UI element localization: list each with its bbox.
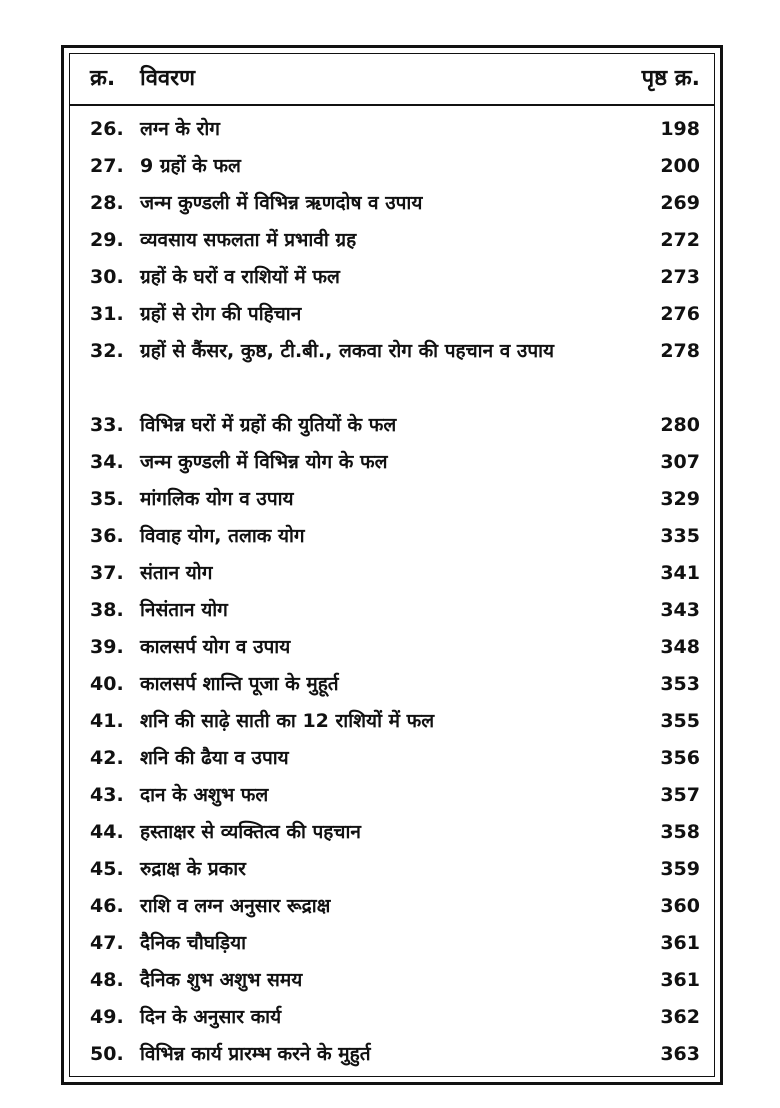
contents-row xyxy=(70,109,714,146)
row-page-number: 335 xyxy=(660,525,700,547)
contents-row xyxy=(70,1034,714,1071)
row-number: 39. xyxy=(90,636,124,658)
row-page-number: 360 xyxy=(660,895,700,917)
contents-row xyxy=(70,442,714,479)
row-page-number: 200 xyxy=(660,155,700,177)
row-title: राशि व लग्न अनुसार रूद्राक्ष xyxy=(140,895,331,917)
header-page-label: पृष्ठ क्र. xyxy=(641,66,700,91)
row-title: दैनिक शुभ अशुभ समय xyxy=(140,969,303,991)
row-title: ग्रहों से कैंसर, कुष्ठ, टी.बी., लकवा रोग की पहचान व उपाय xyxy=(140,340,555,362)
row-title: कालसर्प शान्ति पूजा के मुहूर्त xyxy=(140,673,339,695)
row-page-number: 329 xyxy=(660,488,700,510)
row-number: 27. xyxy=(90,155,124,177)
row-title: हस्ताक्षर से व्यक्तित्व की पहचान xyxy=(140,821,361,843)
row-page-number: 307 xyxy=(660,451,700,473)
contents-row xyxy=(70,257,714,294)
row-page-number: 273 xyxy=(660,266,700,288)
contents-row xyxy=(70,627,714,664)
header-number-label: क्र. xyxy=(90,66,116,91)
row-title: लग्न के रोग xyxy=(140,118,220,140)
contents-row xyxy=(70,405,714,442)
row-title: संतान योग xyxy=(140,562,213,584)
row-number: 43. xyxy=(90,784,124,806)
row-title: निसंतान योग xyxy=(140,599,228,621)
contents-row xyxy=(70,590,714,627)
row-page-number: 361 xyxy=(660,932,700,954)
row-number: 47. xyxy=(90,932,124,954)
row-number: 42. xyxy=(90,747,124,769)
row-title: 9 ग्रहों के फल xyxy=(140,155,241,177)
row-page-number: 356 xyxy=(660,747,700,769)
row-page-number: 198 xyxy=(660,118,700,140)
table-header xyxy=(70,54,714,106)
contents-row xyxy=(70,664,714,701)
row-number: 28. xyxy=(90,192,124,214)
row-number: 45. xyxy=(90,858,124,880)
contents-row xyxy=(70,146,714,183)
row-number: 36. xyxy=(90,525,124,547)
row-number: 35. xyxy=(90,488,124,510)
row-page-number: 276 xyxy=(660,303,700,325)
row-page-number: 362 xyxy=(660,1006,700,1028)
row-title: कालसर्प योग व उपाय xyxy=(140,636,291,658)
row-number: 40. xyxy=(90,673,124,695)
row-number: 44. xyxy=(90,821,124,843)
contents-row xyxy=(70,331,714,405)
row-page-number: 355 xyxy=(660,710,700,732)
header-description-label: विवरण xyxy=(140,66,196,91)
contents-row xyxy=(70,738,714,775)
row-number: 38. xyxy=(90,599,124,621)
row-title: रुद्राक्ष के प्रकार xyxy=(140,858,246,880)
row-number: 34. xyxy=(90,451,124,473)
row-title: व्यवसाय सफलता में प्रभावी ग्रह xyxy=(140,229,357,251)
row-title: जन्म कुण्डली में विभिन्न ऋणदोष व उपाय xyxy=(140,192,423,214)
page-border xyxy=(61,45,723,1085)
row-number: 46. xyxy=(90,895,124,917)
contents-row xyxy=(70,701,714,738)
contents-row xyxy=(70,997,714,1034)
row-page-number: 358 xyxy=(660,821,700,843)
contents-row xyxy=(70,923,714,960)
row-page-number: 278 xyxy=(660,340,700,362)
row-number: 37. xyxy=(90,562,124,584)
row-title: ग्रहों से रोग की पहिचान xyxy=(140,303,302,325)
row-number: 31. xyxy=(90,303,124,325)
contents-row xyxy=(70,183,714,220)
row-page-number: 353 xyxy=(660,673,700,695)
contents-row xyxy=(70,775,714,812)
contents-row xyxy=(70,479,714,516)
row-page-number: 361 xyxy=(660,969,700,991)
row-title: विभिन्न घरों में ग्रहों की युतियों के फल xyxy=(140,414,397,436)
contents-table xyxy=(69,53,715,1077)
row-title: जन्म कुण्डली में विभिन्न योग के फल xyxy=(140,451,388,473)
row-number: 33. xyxy=(90,414,124,436)
row-title: ग्रहों के घरों व राशियों में फल xyxy=(140,266,340,288)
row-number: 30. xyxy=(90,266,124,288)
row-title: शनि की साढ़े साती का 12 राशियों में फल xyxy=(140,710,435,732)
row-page-number: 272 xyxy=(660,229,700,251)
row-page-number: 269 xyxy=(660,192,700,214)
contents-row xyxy=(70,812,714,849)
row-title: शनि की ढैया व उपाय xyxy=(140,747,289,769)
contents-row xyxy=(70,886,714,923)
contents-row xyxy=(70,220,714,257)
row-title: दैनिक चौघड़िया xyxy=(140,932,247,954)
row-title: मांगलिक योग व उपाय xyxy=(140,488,294,510)
contents-row xyxy=(70,294,714,331)
contents-row xyxy=(70,516,714,553)
row-page-number: 343 xyxy=(660,599,700,621)
row-number: 41. xyxy=(90,710,124,732)
row-title: दान के अशुभ फल xyxy=(140,784,269,806)
row-page-number: 341 xyxy=(660,562,700,584)
row-page-number: 348 xyxy=(660,636,700,658)
row-number: 26. xyxy=(90,118,124,140)
row-number: 29. xyxy=(90,229,124,251)
row-page-number: 280 xyxy=(660,414,700,436)
row-page-number: 359 xyxy=(660,858,700,880)
row-number: 32. xyxy=(90,340,124,362)
contents-row xyxy=(70,849,714,886)
row-number: 48. xyxy=(90,969,124,991)
row-title: दिन के अनुसार कार्य xyxy=(140,1006,282,1028)
row-title: विभिन्न कार्य प्रारम्भ करने के मुहुर्त xyxy=(140,1043,371,1065)
row-page-number: 357 xyxy=(660,784,700,806)
contents-row xyxy=(70,960,714,997)
contents-row xyxy=(70,553,714,590)
row-number: 49. xyxy=(90,1006,124,1028)
contents-list xyxy=(70,109,714,1071)
row-page-number: 363 xyxy=(660,1043,700,1065)
row-number: 50. xyxy=(90,1043,124,1065)
row-title: विवाह योग, तलाक योग xyxy=(140,525,305,547)
